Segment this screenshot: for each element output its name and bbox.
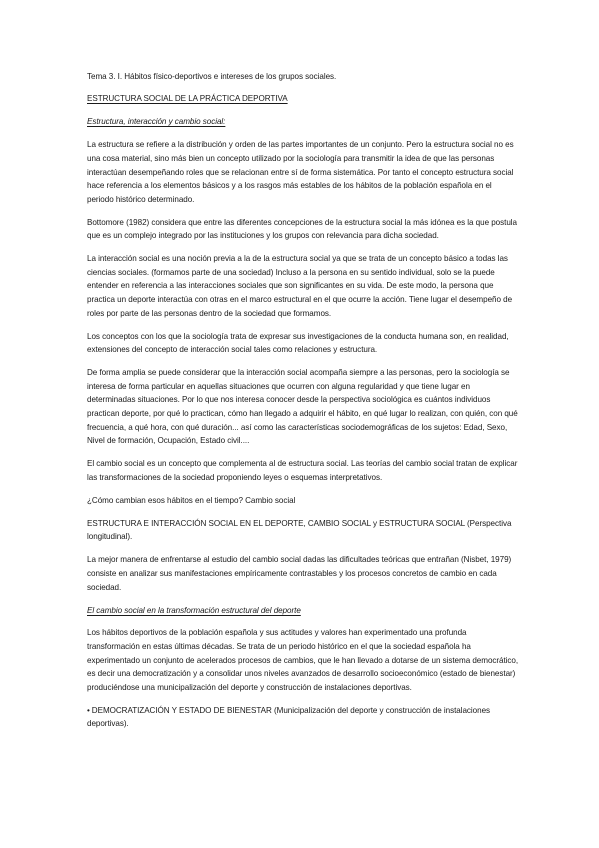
paragraph-structure-definition: La estructura se refiere a la distribución y orden de las partes importantes de un conjunto. Pero la estructura social no es una cosa material, sino más bien un concepto utilizado por la sociología para transmitir la idea de que las personas interactúan desempeñando roles que se relacionan entre sí de forma sistemática. Por tanto el concepto estructura social hace referencia a los elementos básicos y a los rasgos más estables de los hábitos de la población española en el periodo histórico determinado.: [87, 140, 514, 204]
paragraph-nisbet: La mejor manera de enfrentarse al estudio del cambio social dadas las dificultades teóricas que entrañan (Nisbet, 1979) consiste en analizar sus manifestaciones empíricamente contrastables y los procesos concretos de cambio en cada sociedad.: [87, 555, 512, 592]
document-page: [87, 70, 519, 740]
paragraph-longitudinal-perspective: ESTRUCTURA E INTERACCIÓN SOCIAL EN EL DEPORTE, CAMBIO SOCIAL y ESTRUCTURA SOCIAL (Perspectiva longitudinal).: [87, 518, 512, 542]
section-heading: ESTRUCTURA SOCIAL DE LA PRÁCTICA DEPORTIVA: [87, 94, 288, 104]
paragraph-social-interaction: La interacción social es una noción previa a la de la estructura social ya que se trata de un concepto básico a todas las ciencias sociales. (formamos parte de una sociedad) Incluso a la persona en su sentido individual, solo se la puede entender en referencia a las interacciones sociales que son significantes en su vida. De este modo, la persona que practica un deporte interactúa con otras en el marco estructural en el que ocurre la acción. Tiene lugar el desempeño de roles por parte de las personas dentro de la sociedad que formamos.: [87, 254, 513, 318]
paragraph-bottomore: Bottomore (1982) considera que entre las diferentes concepciones de la estructura social la más idónea es la que postula que es un complejo integrado por las instituciones y los grupos con relevancia para dicha sociedad.: [87, 217, 517, 241]
paragraph-sociological-perspective: De forma amplia se puede considerar que la interacción social acompaña siempre a las personas, pero la sociología se interesa de forma particular en aquellas situaciones que ocurren con alguna regularidad y que tiene lugar en determinadas situaciones. Por lo que nos interesa conocer desde la perspectiva sociológica es cuántos individuos practican deporte, por qué lo practican, cómo han llegado a adquirir el hábito, en qué lugar lo realizan, con quién, con qué frecuencia, a qué hora, con qué duración... así como las características sociodemográficas de los sujetos: Edad, Sexo, Nivel de formación, Ocupación, Estado civil....: [87, 368, 518, 446]
paragraph-sociology-concepts: Los conceptos con los que la sociología trata de expresar sus investigaciones de la conducta humana son, en realidad, extensiones del concepto de interacción social tales como relaciones y estructura.: [87, 331, 509, 355]
paragraph-social-change: El cambio social es un concepto que complementa al de estructura social. Las teorías del cambio social tratan de explicar las transformaciones de la sociedad proponiendo leyes o esquemas interpretativos.: [87, 459, 518, 482]
bullet-icon: •: [87, 705, 90, 715]
subheading-structural-transformation: El cambio social en la transformación estructural del deporte: [87, 605, 301, 615]
bullet-item-text: DEMOCRATIZACIÓN Y ESTADO DE BIENESTAR (Municipalización del deporte y construcción de instalaciones deportivas).: [87, 705, 491, 729]
subheading-structure-interaction-change: Estructura, interacción y cambio social:: [87, 117, 226, 127]
bullet-item-democratization: [87, 704, 519, 731]
paragraph-spanish-sport-habits: Los hábitos deportivos de la población española y sus actitudes y valores han experimentado una profunda transformación en estas últimas décadas. Se trata de un periodo histórico en el que la sociedad española ha experimentado un conjunto de acelerados procesos de cambios, que le han llevado a dotarse de un sistema democrático, es decir una democratización y a consolidar unos niveles avanzados de desarrollo socioeconómico (estado de bienestar) produciéndose una municipalización del deporte y construcción de instalaciones deportivas.: [87, 628, 519, 692]
document-title: Tema 3. I. Hábitos físico-deportivos e intereses de los grupos sociales.: [87, 72, 337, 81]
paragraph-question-change: ¿Cómo cambian esos hábitos en el tiempo? Cambio social: [87, 495, 296, 505]
